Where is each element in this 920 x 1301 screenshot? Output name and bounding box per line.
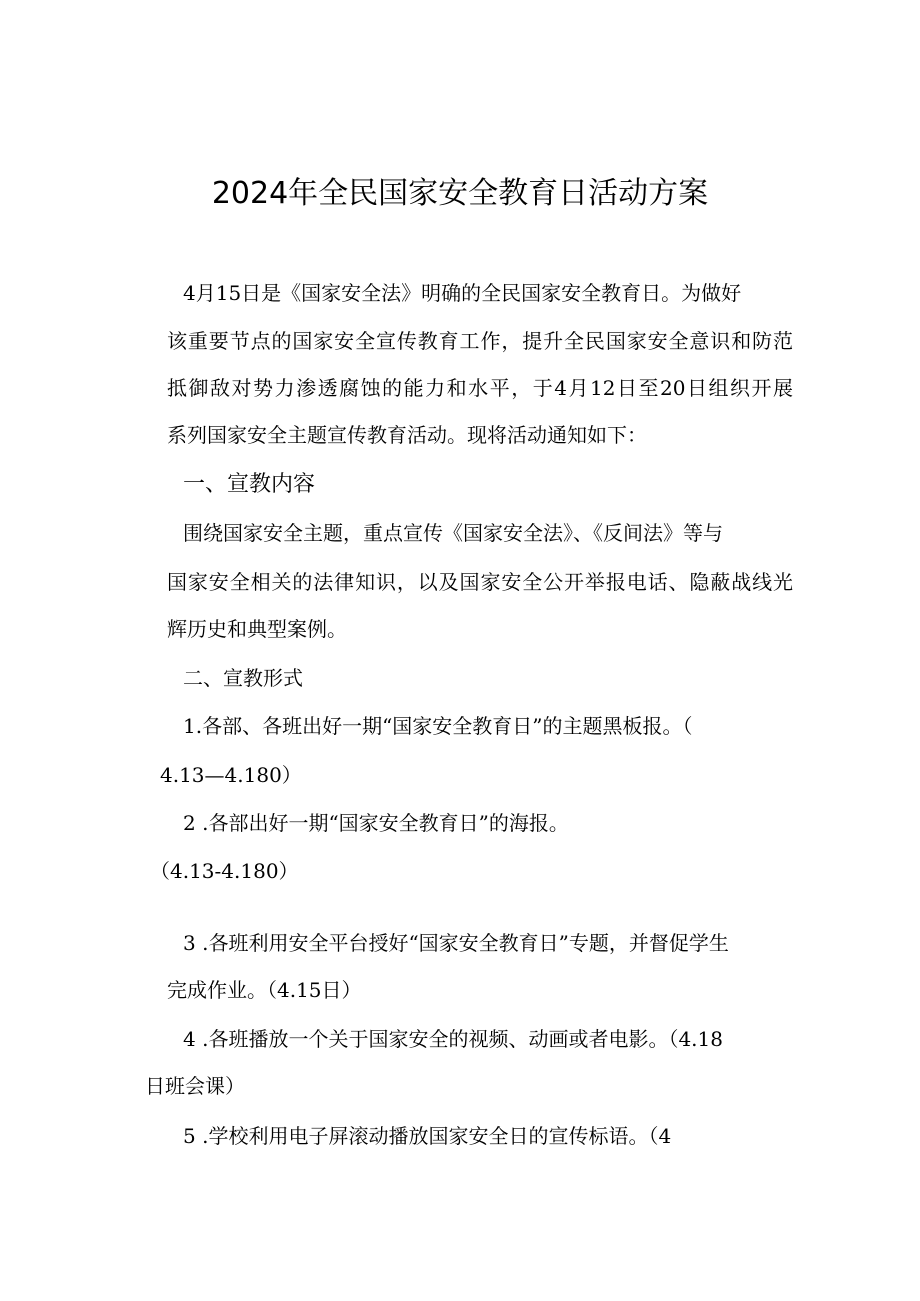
list-item-continuation: 日班会课） (145, 1074, 245, 1098)
list-item-continuation: 4.13—4.180） (160, 763, 302, 787)
section-heading: 一、宣教内容 (183, 472, 316, 497)
list-item-continuation: 完成作业。（4.15日） (167, 978, 362, 1002)
section-body-line: 国家安全相关的法律知识，以及国家安全公开举报电话、隐蔽战线光 (167, 570, 793, 594)
list-item: 2 .各部出好一期“国家安全教育日”的海报。 (183, 811, 569, 835)
intro-line: 系列国家安全主题宣传教育活动。现将活动通知如下： (167, 423, 647, 447)
list-item-continuation: （4.13-4.180） (150, 859, 299, 883)
document-title: 2024年全民国家安全教育日活动方案 (211, 176, 709, 211)
list-item: 5 .学校利用电子屏滚动播放国家安全日的宣传标语。（4 (183, 1124, 672, 1148)
intro-line: 该重要节点的国家安全宣传教育工作，提升全民国家安全意识和防范 (167, 329, 793, 353)
section-body-line: 辉历史和典型案例。 (167, 617, 347, 641)
list-item: 3 .各班利用安全平台授好“国家安全教育日”专题，并督促学生 (183, 931, 729, 955)
intro-line: 4月15日是《国家安全法》明确的全民国家安全教育日。为做好 (183, 281, 742, 305)
section-heading: 二、宣教形式 (183, 666, 303, 690)
list-item: 1.各部、各班出好一期“国家安全教育日”的主题黑板报。（ (183, 714, 693, 738)
list-item: 4 .各班播放一个关于国家安全的视频、动画或者电影。（4.18 (183, 1027, 723, 1051)
intro-line: 抵御敌对势力渗透腐蚀的能力和水平，于4月12日至20日组织开展 (167, 376, 793, 400)
section-body-line: 围绕国家安全主题，重点宣传《国家安全法》、《反间法》等与 (183, 521, 723, 545)
